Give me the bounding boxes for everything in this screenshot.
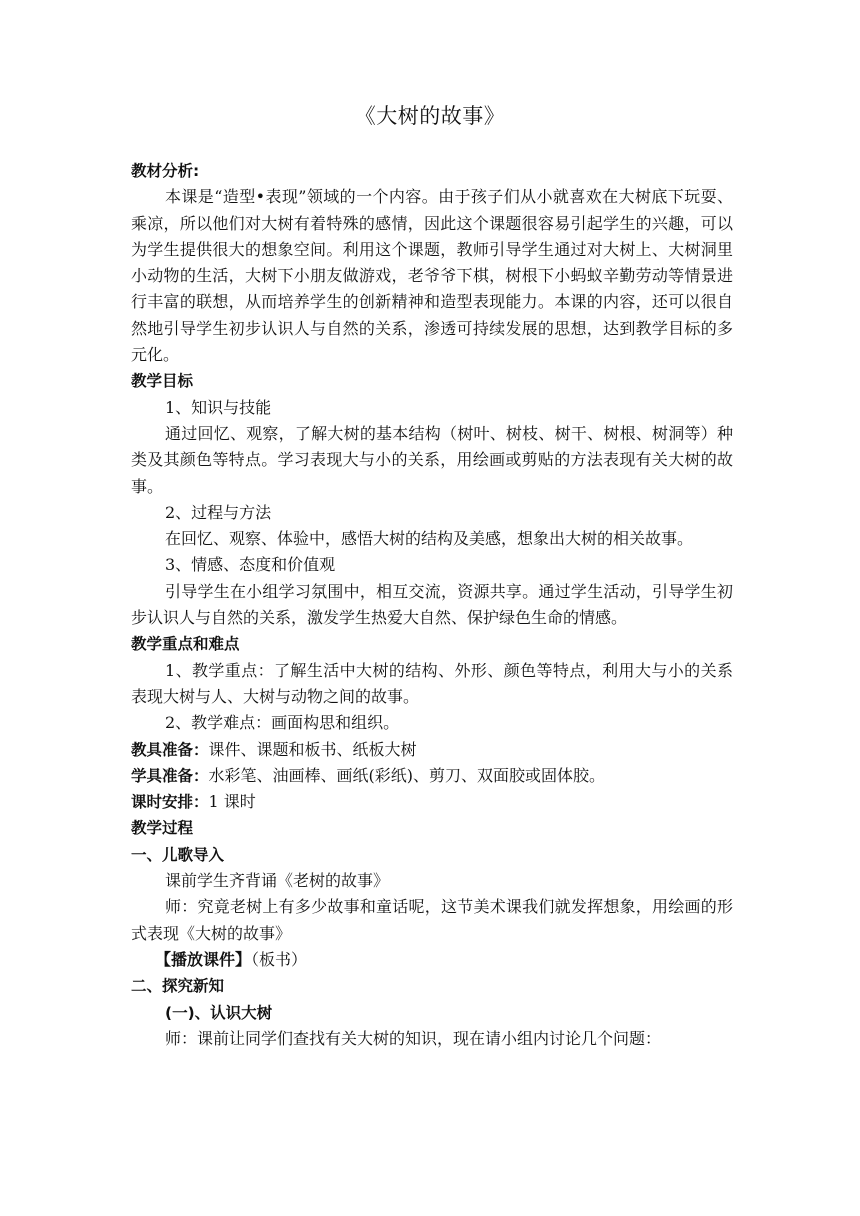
goal3-title: 3、情感、态度和价值观: [165, 555, 336, 575]
schedule-value: 1 课时: [208, 792, 256, 812]
analysis-paragraph: 本课是“造型•表现”领域的一个内容。由于孩子们从小就喜欢在大树底下玩耍、乘凉，所以他们对大树有着特殊的感情，因此这个课题很容易引起学生的兴趣，可以为学生提供很大的想象空间。利用这个课题，教师引导学生通过对大树上、大树洞里小动物的生活，大树下小朋友做游戏，老爷爷下棋，树根下小蚂蚁辛勤劳动等情景进行丰富的联想，从而培养学生的创新精神和造型表现能力。本课的内容，还可以很自然地引导学生初步认识人与自然的关系，渗透可持续发展的思想，达到教学目标的多元化。: [131, 187, 733, 365]
teacher-tools-value: 课件、课题和板书、纸板大树: [208, 739, 417, 759]
goal2-paragraph: 在回忆、观察、体验中，感悟大树的结构及美感，想象出大树的相关故事。: [165, 529, 694, 549]
goal3-paragraph: 引导学生在小组学习氛围中，相互交流，资源共享。通过学生活动，引导学生初步认识人与自然的关系，激发学生热爱大自然、保护绿色生命的情感。: [131, 581, 733, 628]
key-point-2: 2、教学难点：画面构思和组织。: [165, 713, 400, 733]
document-title: 《大树的故事》: [354, 104, 506, 128]
teacher-tools-line: [131, 737, 733, 763]
board-note: （板书）: [251, 949, 308, 969]
part1-heading: 一、儿歌导入: [131, 845, 225, 864]
document-body: [131, 158, 733, 1052]
key-points-heading: 教学重点和难点: [131, 635, 240, 654]
student-tools-line: [131, 763, 733, 789]
part2-subheading: (一)、认识大树: [165, 1003, 273, 1022]
process-heading: 教学过程: [131, 819, 194, 838]
play-courseware-tag: 【播放课件】: [155, 949, 252, 969]
schedule-line: [131, 789, 733, 815]
analysis-heading: 教材分析:: [131, 162, 200, 180]
schedule-label: 课时安排：: [131, 793, 209, 812]
part2-heading: 二、探究新知: [131, 977, 225, 996]
student-tools-label: 学具准备：: [131, 766, 209, 785]
goal1-title: 1、知识与技能: [165, 397, 272, 417]
part1-paragraph-2: 师：究竟老树上有多少故事和童话呢，这节美术课我们就发挥想象，用绘画的形式表现《大树的故事》: [131, 897, 733, 943]
key-point-1: 1、教学重点：了解生活中大树的结构、外形、颜色等特点，利用大与小的关系表现大树与人、大树与动物之间的故事。: [131, 660, 733, 706]
part2-paragraph: 师：课前让同学们查找有关大树的知识，现在请小组内讨论几个问题：: [165, 1028, 662, 1048]
goal2-title: 2、过程与方法: [165, 502, 272, 522]
teacher-tools-label: 教具准备：: [131, 740, 209, 759]
goals-heading: 教学目标: [131, 372, 194, 391]
goal1-paragraph: 通过回忆、观察，了解大树的基本结构（树叶、树枝、树干、树根、树洞等）种类及其颜色等特点。学习表现大与小的关系，用绘画或剪贴的方法表现有关大树的故事。: [131, 423, 733, 496]
student-tools-value: 水彩笔、油画棒、画纸(彩纸)、剪刀、双面胶或固体胶。: [208, 765, 606, 785]
part1-paragraph-1: 课前学生齐背诵《老树的故事》: [165, 871, 390, 891]
part1-courseware-line: [131, 947, 733, 973]
